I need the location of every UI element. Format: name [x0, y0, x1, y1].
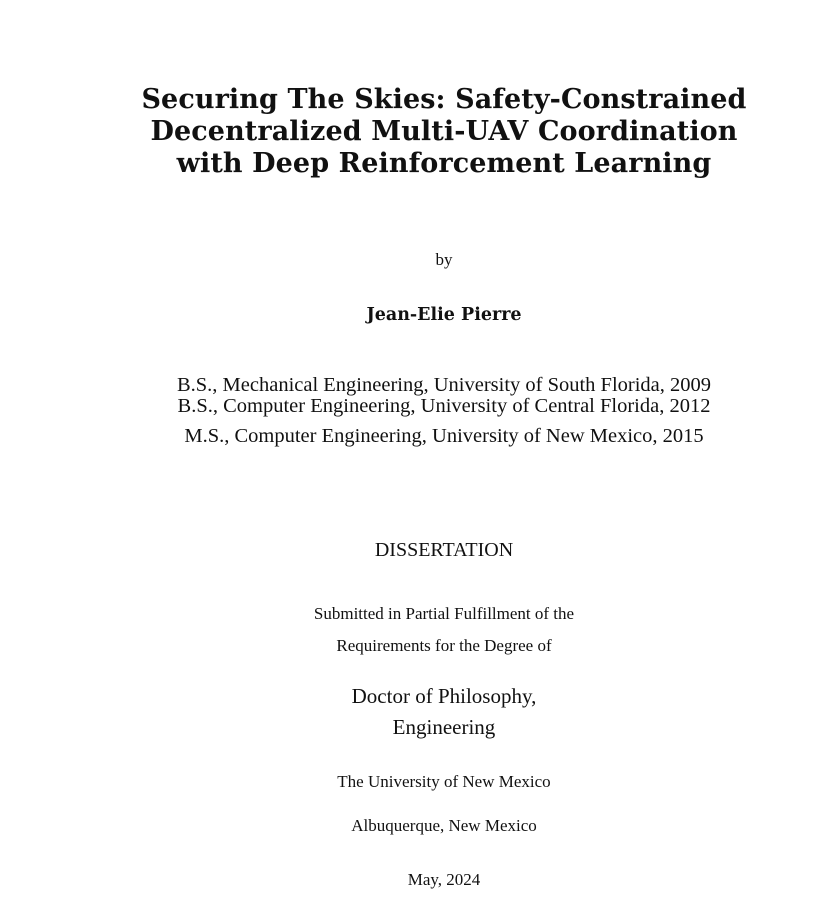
- date: May, 2024: [407, 870, 481, 889]
- degree-2: B.S., Computer Engineering, University of Central Florida, 2012: [177, 395, 711, 417]
- location: Albuquerque, New Mexico: [351, 816, 537, 835]
- document-type: DISSERTATION: [374, 539, 514, 561]
- title-line-1: Securing The Skies: Safety-Constrained: [141, 84, 747, 115]
- degree-3: M.S., Computer Engineering, University of New Mexico, 2015: [184, 425, 704, 447]
- degree-sought-line-2: Engineering: [392, 715, 496, 739]
- title-line-2: Decentralized Multi-UAV Coordination: [150, 116, 738, 147]
- submitted-line-1: Submitted in Partial Fulfillment of the: [313, 604, 575, 623]
- degree-sought-line-1: Doctor of Philosophy,: [351, 684, 537, 708]
- institution: The University of New Mexico: [337, 772, 551, 791]
- degree-1: B.S., Mechanical Engineering, University of South Florida, 2009: [176, 374, 712, 396]
- author-name: Jean-Elie Pierre: [366, 305, 522, 325]
- submitted-line-2: Requirements for the Degree of: [336, 636, 552, 655]
- title-line-3: with Deep Reinforcement Learning: [176, 148, 712, 179]
- byline: by: [435, 250, 453, 269]
